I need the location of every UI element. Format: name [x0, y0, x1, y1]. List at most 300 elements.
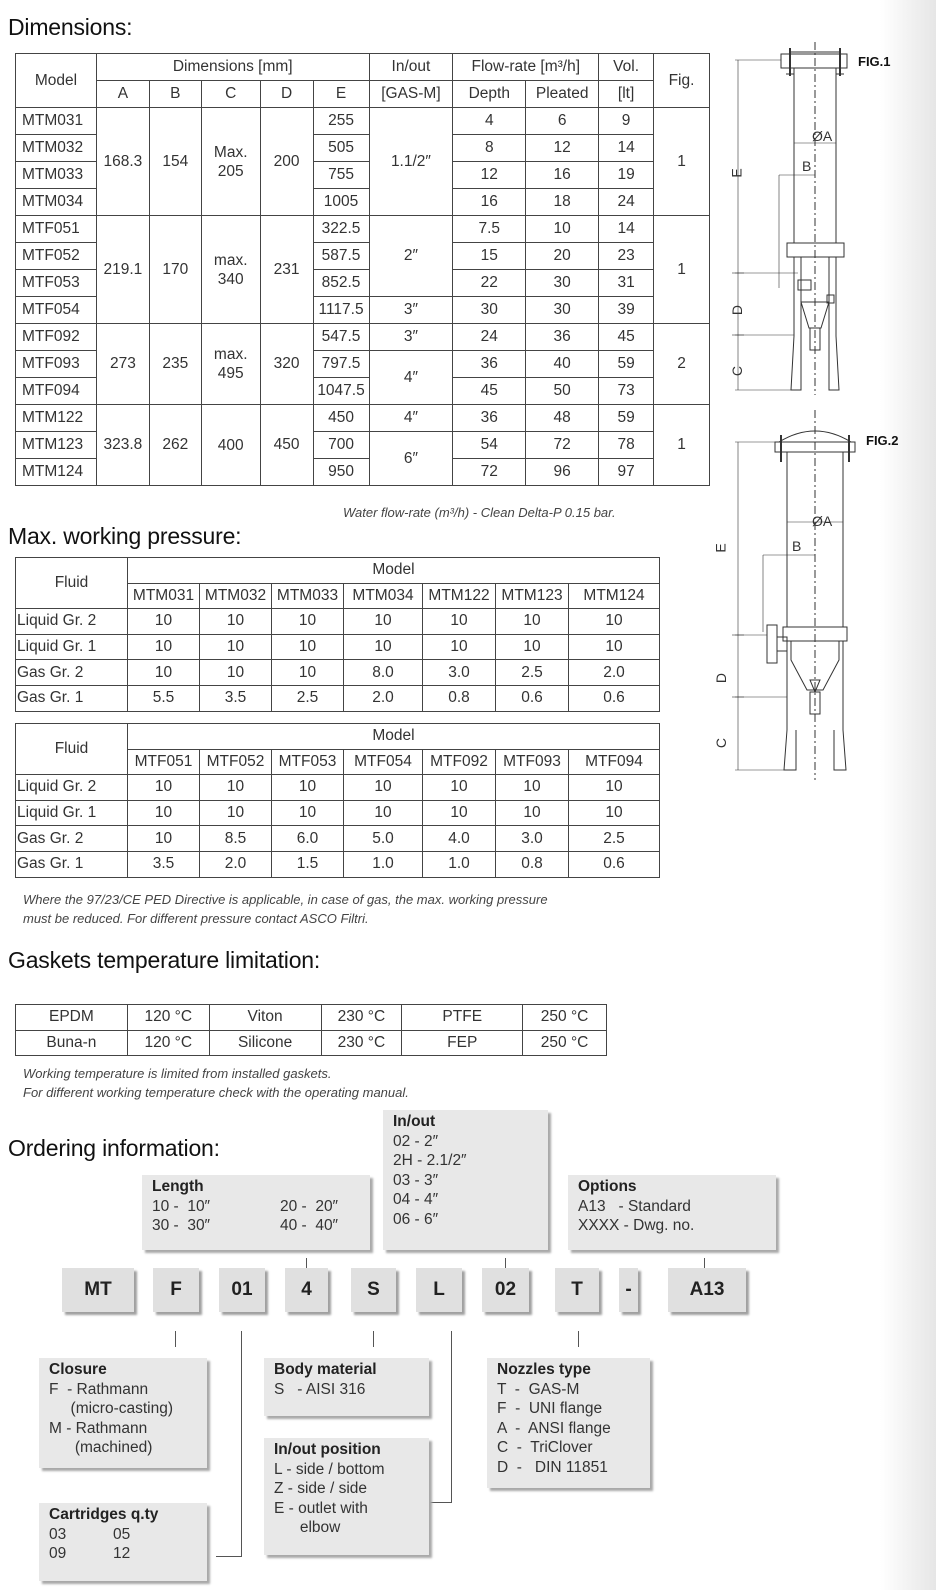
model-cell: MTF051	[16, 216, 97, 243]
table-header-row	[16, 724, 660, 750]
model-cell: MTM033	[16, 162, 97, 189]
depth-cell: 8	[453, 135, 526, 162]
table-row	[16, 826, 660, 852]
fig1-dim-b: B	[802, 158, 812, 174]
table-row	[16, 800, 660, 826]
model-cell: MTM124	[16, 459, 97, 486]
option-item: 06 - 6″	[393, 1210, 439, 1228]
pressure-value-cell: 5.5	[128, 685, 200, 711]
dim-b-cell: 235	[149, 324, 201, 405]
pressure-value-cell: 10	[423, 775, 496, 801]
col-flow: Flow-rate [m³/h]	[453, 54, 599, 81]
dim-e-cell: 950	[313, 459, 369, 486]
pressure-value-cell: 0.6	[569, 851, 660, 877]
fluid-header: Fluid	[16, 724, 128, 775]
pressure-note	[23, 890, 548, 928]
fig1-dim-c: C	[729, 365, 746, 377]
dim-c-cell: Max. 205	[201, 108, 260, 216]
model-cell: MTM031	[16, 108, 97, 135]
depth-cell: 24	[453, 324, 526, 351]
connector-line	[175, 1331, 176, 1347]
pressure-value-cell: 1.0	[423, 851, 496, 877]
gasket-material-cell: Buna-n	[16, 1030, 128, 1056]
model-column-header: MTF054	[344, 749, 423, 775]
length-box	[142, 1175, 370, 1250]
model-cell: MTF092	[16, 324, 97, 351]
model-column-header: MTF092	[423, 749, 496, 775]
model-column-header: MTF094	[569, 749, 660, 775]
dim-e-cell: 450	[313, 405, 369, 432]
dim-d-cell: 231	[260, 216, 313, 324]
pleated-cell: 10	[526, 216, 599, 243]
pressure-value-cell: 10	[569, 775, 660, 801]
pressure-value-cell: 10	[200, 660, 272, 686]
model-column-header: MTM034	[344, 583, 423, 609]
dim-b-cell: 154	[149, 108, 201, 216]
depth-cell: 15	[453, 243, 526, 270]
gasket-temp-cell: 120 °C	[127, 1030, 209, 1056]
option-item: A - ANSI flange	[497, 1419, 611, 1437]
inout-cell: 2″	[369, 216, 453, 297]
pressure-value-cell: 10	[496, 609, 569, 635]
pressure-value-cell: 2.0	[200, 851, 272, 877]
depth-cell: 45	[453, 378, 526, 405]
dim-a-cell: 168.3	[96, 108, 149, 216]
pressure-value-cell: 1.0	[344, 851, 423, 877]
pressure-value-cell: 2.5	[569, 826, 660, 852]
pressure-value-cell: 10	[272, 634, 344, 660]
gaskets-note	[23, 1064, 409, 1102]
pressure-value-cell: 3.0	[423, 660, 496, 686]
option-row	[49, 1525, 207, 1545]
option-item: 10 - 10″	[152, 1197, 211, 1215]
vol-cell: 97	[599, 459, 654, 486]
pressure-value-cell: 10	[272, 775, 344, 801]
model-column-header: MTM124	[569, 583, 660, 609]
gasket-temp-cell: 230 °C	[321, 1030, 402, 1056]
dim-d-cell: 320	[260, 324, 313, 405]
code-closure: F	[153, 1268, 199, 1312]
fig1-label: FIG.1	[858, 54, 891, 69]
depth-cell: 16	[453, 189, 526, 216]
pressure-value-cell: 10	[128, 634, 200, 660]
model-column-header: MTF051	[128, 749, 200, 775]
pleated-cell: 20	[526, 243, 599, 270]
pressure-value-cell: 10	[128, 660, 200, 686]
fig-cell: 1	[654, 216, 710, 324]
dim-c-cell: max. 495	[201, 324, 260, 405]
table-row	[16, 1005, 607, 1031]
position-box-title: In/out position	[274, 1441, 381, 1458]
fluid-cell: Liquid Gr. 2	[16, 609, 128, 635]
pressure-value-cell: 10	[569, 800, 660, 826]
model-column-header: MTF052	[200, 749, 272, 775]
option-item: F - UNI flange	[497, 1400, 603, 1418]
pressure-value-cell: 10	[344, 609, 423, 635]
dim-c-cell: 400	[201, 405, 260, 486]
dim-b-cell: 170	[149, 216, 201, 324]
pressure-title: Max. working pressure:	[8, 523, 242, 549]
pressure-value-cell: 10	[496, 775, 569, 801]
closure-box	[39, 1358, 207, 1468]
pressure-table-mtm	[15, 557, 660, 712]
col-inout: In/out	[369, 54, 453, 81]
pressure-value-cell: 10	[423, 800, 496, 826]
model-column-header: MTM123	[496, 583, 569, 609]
gasket-temp-cell: 250 °C	[523, 1030, 607, 1056]
option-item: M - Rathmann	[49, 1419, 148, 1437]
code-options: A13	[668, 1268, 746, 1312]
depth-cell: 22	[453, 270, 526, 297]
vol-cell: 14	[599, 216, 654, 243]
code-nozzles: T	[555, 1268, 599, 1312]
dim-e-cell: 797.5	[313, 351, 369, 378]
model-cell: MTF094	[16, 378, 97, 405]
depth-cell: 12	[453, 162, 526, 189]
depth-cell: 4	[453, 108, 526, 135]
pressure-value-cell: 10	[496, 800, 569, 826]
code-position: L	[416, 1268, 462, 1312]
pressure-value-cell: 0.8	[423, 685, 496, 711]
option-item: 09	[49, 1545, 67, 1563]
fluid-cell: Gas Gr. 2	[16, 826, 128, 852]
pressure-value-cell: 10	[496, 634, 569, 660]
vol-cell: 9	[599, 108, 654, 135]
model-cell: MTM122	[16, 405, 97, 432]
fig1-dim-a: ØA	[812, 128, 833, 144]
dim-e-cell: 755	[313, 162, 369, 189]
connector-line	[451, 1331, 452, 1503]
fig-cell: 2	[654, 324, 710, 405]
col-gas: [GAS-M]	[369, 81, 453, 108]
option-item: T - GAS-M	[497, 1380, 580, 1398]
model-cell: MTF052	[16, 243, 97, 270]
filter-technical-drawings	[712, 40, 885, 800]
fig2-dim-e: E	[712, 543, 729, 553]
model-column-header: MTF093	[496, 749, 569, 775]
pressure-value-cell: 3.5	[128, 851, 200, 877]
pressure-value-cell: 10	[423, 609, 496, 635]
depth-cell: 7.5	[453, 216, 526, 243]
nozzles-box	[487, 1358, 650, 1488]
pleated-cell: 36	[526, 324, 599, 351]
vol-cell: 31	[599, 270, 654, 297]
depth-cell: 36	[453, 405, 526, 432]
pressure-value-cell: 10	[128, 826, 200, 852]
table-header-row	[16, 558, 660, 584]
dim-a-cell: 273	[96, 324, 149, 405]
page-edge-shade	[880, 0, 936, 1590]
fig2-dim-a: ØA	[812, 513, 833, 529]
dimensions-table	[15, 53, 710, 486]
gaskets-note-line: For different working temperature check with the operating manual.	[23, 1085, 409, 1100]
connector-line	[578, 1331, 579, 1347]
col-vol: Vol.	[599, 54, 654, 81]
depth-cell: 30	[453, 297, 526, 324]
fig1-dim-d: D	[729, 304, 746, 316]
dimensions-note: Water flow-rate (m³/h) - Clean Delta-P 0.15 bar.	[343, 505, 616, 520]
dim-e-cell: 700	[313, 432, 369, 459]
pressure-value-cell: 10	[344, 634, 423, 660]
dim-e-cell: 1047.5	[313, 378, 369, 405]
table-row	[16, 108, 710, 135]
option-item: 20 - 20″	[280, 1197, 339, 1215]
dim-b-cell: 262	[149, 405, 201, 486]
gaskets-title: Gaskets temperature limitation:	[8, 947, 321, 973]
dim-d-cell: 450	[260, 405, 313, 486]
option-item: 03 - 3″	[393, 1171, 439, 1189]
pressure-value-cell: 2.5	[496, 660, 569, 686]
gaskets-note-line: Working temperature is limited from installed gaskets.	[23, 1066, 332, 1081]
inout-cell: 3″	[369, 324, 453, 351]
vol-cell: 19	[599, 162, 654, 189]
pressure-table-mtf	[15, 723, 660, 878]
option-item: 12	[113, 1545, 131, 1563]
depth-cell: 36	[453, 351, 526, 378]
pressure-value-cell: 3.5	[200, 685, 272, 711]
col-dims: Dimensions [mm]	[96, 54, 369, 81]
pleated-cell: 16	[526, 162, 599, 189]
model-column-header: MTM032	[200, 583, 272, 609]
pressure-value-cell: 10	[272, 660, 344, 686]
pressure-value-cell: 2.5	[272, 685, 344, 711]
dimensions-title: Dimensions:	[8, 14, 133, 40]
model-cell: MTM034	[16, 189, 97, 216]
pressure-value-cell: 10	[200, 634, 272, 660]
option-item: D - DIN 11851	[497, 1458, 608, 1476]
pressure-value-cell: 4.0	[423, 826, 496, 852]
option-item: 03	[49, 1525, 67, 1543]
ordering-title: Ordering information:	[8, 1135, 220, 1161]
model-header: Model	[128, 558, 660, 584]
dim-e-cell: 255	[313, 108, 369, 135]
option-item: elbow	[274, 1519, 341, 1537]
pressure-value-cell: 10	[272, 609, 344, 635]
option-item: 40 - 40″	[280, 1217, 339, 1235]
option-item: F - Rathmann	[49, 1380, 149, 1398]
connector-line	[216, 1556, 242, 1557]
dim-e-cell: 322.5	[313, 216, 369, 243]
fluid-cell: Liquid Gr. 2	[16, 775, 128, 801]
col-a: A	[96, 81, 149, 108]
code-body: S	[351, 1268, 396, 1312]
option-item: 02 - 2″	[393, 1132, 439, 1150]
model-header: Model	[128, 724, 660, 750]
cartridges-box	[39, 1503, 207, 1581]
option-item: 05	[113, 1525, 131, 1543]
gasket-material-cell: Viton	[209, 1005, 321, 1031]
inout-position-box	[264, 1438, 429, 1555]
table-row	[16, 609, 660, 635]
pleated-cell: 40	[526, 351, 599, 378]
option-row	[152, 1197, 370, 1217]
pressure-value-cell: 10	[128, 800, 200, 826]
dim-e-cell: 547.5	[313, 324, 369, 351]
fluid-header: Fluid	[16, 558, 128, 609]
option-item: XXXX - Dwg. no.	[578, 1217, 695, 1235]
vol-cell: 73	[599, 378, 654, 405]
col-lt: [lt]	[599, 81, 654, 108]
option-item: S - AISI 316	[274, 1380, 366, 1398]
vol-cell: 78	[599, 432, 654, 459]
pleated-cell: 30	[526, 270, 599, 297]
option-item: C - TriClover	[497, 1439, 593, 1457]
pressure-value-cell: 1.5	[272, 851, 344, 877]
fluid-cell: Liquid Gr. 1	[16, 634, 128, 660]
dim-e-cell: 1005	[313, 189, 369, 216]
col-depth: Depth	[453, 81, 526, 108]
model-cell: MTM032	[16, 135, 97, 162]
gasket-temp-cell: 250 °C	[523, 1005, 607, 1031]
option-item: Z - side / side	[274, 1480, 368, 1498]
pleated-cell: 6	[526, 108, 599, 135]
pressure-value-cell: 3.0	[496, 826, 569, 852]
pleated-cell: 50	[526, 378, 599, 405]
pressure-value-cell: 8.5	[200, 826, 272, 852]
option-item: (machined)	[49, 1439, 153, 1457]
depth-cell: 54	[453, 432, 526, 459]
table-row	[16, 660, 660, 686]
pressure-value-cell: 10	[423, 634, 496, 660]
col-c: C	[201, 81, 260, 108]
fig2-label: FIG.2	[866, 433, 899, 448]
fig1-dim-e: E	[728, 168, 745, 178]
table-row	[16, 634, 660, 660]
model-column-header: MTM122	[423, 583, 496, 609]
pleated-cell: 18	[526, 189, 599, 216]
pressure-value-cell: 0.6	[496, 685, 569, 711]
code-series: MT	[62, 1268, 134, 1312]
dim-e-cell: 852.5	[313, 270, 369, 297]
fig2-drawing	[732, 410, 855, 780]
closure-box-title: Closure	[49, 1361, 107, 1378]
pressure-value-cell: 0.6	[569, 685, 660, 711]
dim-e-cell: 1117.5	[313, 297, 369, 324]
col-pleated: Pleated	[526, 81, 599, 108]
col-e: E	[313, 81, 369, 108]
option-item: 2H - 2.1/2″	[393, 1152, 467, 1170]
dim-e-cell: 587.5	[313, 243, 369, 270]
option-item: (micro-casting)	[49, 1400, 174, 1418]
col-model: Model	[16, 54, 97, 108]
gasket-temp-cell: 120 °C	[127, 1005, 209, 1031]
pleated-cell: 12	[526, 135, 599, 162]
dim-a-cell: 219.1	[96, 216, 149, 324]
model-cell: MTM123	[16, 432, 97, 459]
table-row	[16, 1030, 607, 1056]
options-box-title: Options	[578, 1178, 637, 1195]
table-row	[16, 685, 660, 711]
gasket-material-cell: EPDM	[16, 1005, 128, 1031]
table-row	[16, 324, 710, 351]
pressure-value-cell: 10	[128, 609, 200, 635]
dim-d-cell: 200	[260, 108, 313, 216]
inout-cell: 6″	[369, 432, 453, 486]
table-row	[16, 775, 660, 801]
inout-cell: 3″	[369, 297, 453, 324]
connector-line	[430, 1502, 452, 1503]
table-row	[16, 405, 710, 432]
inout-cell: 1.1/2″	[369, 108, 453, 216]
code-cartridges: 01	[219, 1268, 265, 1312]
pressure-note-line: must be reduced. For different pressure contact ASCO Filtri.	[23, 911, 369, 926]
gaskets-table	[15, 1004, 607, 1056]
pressure-value-cell: 10	[200, 800, 272, 826]
pleated-cell: 72	[526, 432, 599, 459]
option-item: 04 - 4″	[393, 1191, 439, 1209]
pleated-cell: 96	[526, 459, 599, 486]
code-dash: -	[619, 1268, 638, 1312]
fig2-dim-b: B	[792, 538, 802, 554]
pressure-value-cell: 10	[200, 609, 272, 635]
connector-line	[373, 1331, 374, 1347]
pressure-value-cell: 10	[200, 775, 272, 801]
model-column-header: MTM033	[272, 583, 344, 609]
inout-cell: 4″	[369, 351, 453, 405]
length-box-title: Length	[152, 1178, 204, 1195]
cartridges-box-title: Cartridges q.ty	[49, 1506, 159, 1523]
pleated-cell: 30	[526, 297, 599, 324]
dim-e-cell: 505	[313, 135, 369, 162]
option-item: E - outlet with	[274, 1499, 368, 1517]
pressure-value-cell: 2.0	[569, 660, 660, 686]
option-row	[49, 1544, 207, 1564]
option-item: L - side / bottom	[274, 1460, 385, 1478]
body-material-box	[264, 1358, 429, 1416]
pressure-value-cell: 6.0	[272, 826, 344, 852]
option-item: 30 - 30″	[152, 1217, 211, 1235]
pressure-value-cell: 10	[569, 609, 660, 635]
fluid-cell: Gas Gr. 1	[16, 685, 128, 711]
vol-cell: 23	[599, 243, 654, 270]
vol-cell: 24	[599, 189, 654, 216]
model-cell: MTF054	[16, 297, 97, 324]
fluid-cell: Gas Gr. 1	[16, 851, 128, 877]
pressure-value-cell: 10	[344, 775, 423, 801]
gasket-material-cell: Silicone	[209, 1030, 321, 1056]
fig1-drawing	[732, 42, 847, 395]
gasket-material-cell: PTFE	[402, 1005, 523, 1031]
col-d: D	[260, 81, 313, 108]
pressure-note-line: Where the 97/23/CE PED Directive is applicable, in case of gas, the max. working pressure	[23, 892, 548, 907]
pressure-value-cell: 0.8	[496, 851, 569, 877]
nozzles-box-title: Nozzles type	[497, 1361, 591, 1378]
vol-cell: 14	[599, 135, 654, 162]
vol-cell: 59	[599, 405, 654, 432]
depth-cell: 72	[453, 459, 526, 486]
pressure-value-cell: 2.0	[344, 685, 423, 711]
col-fig: Fig.	[654, 54, 710, 108]
col-b: B	[149, 81, 201, 108]
vol-cell: 45	[599, 324, 654, 351]
fig2-dim-c: C	[713, 737, 730, 749]
inout-box-title: In/out	[393, 1113, 436, 1130]
pressure-value-cell: 8.0	[344, 660, 423, 686]
pressure-value-cell: 10	[272, 800, 344, 826]
fig2-dim-d: D	[713, 672, 730, 684]
table-row	[16, 216, 710, 243]
table-row	[16, 851, 660, 877]
model-cell: MTF053	[16, 270, 97, 297]
vol-cell: 39	[599, 297, 654, 324]
model-column-header: MTF053	[272, 749, 344, 775]
options-box	[568, 1175, 776, 1250]
option-item: A13 - Standard	[578, 1197, 691, 1215]
code-length: 4	[285, 1268, 328, 1312]
gasket-temp-cell: 230 °C	[321, 1005, 402, 1031]
dim-a-cell: 323.8	[96, 405, 149, 486]
gasket-material-cell: FEP	[402, 1030, 523, 1056]
